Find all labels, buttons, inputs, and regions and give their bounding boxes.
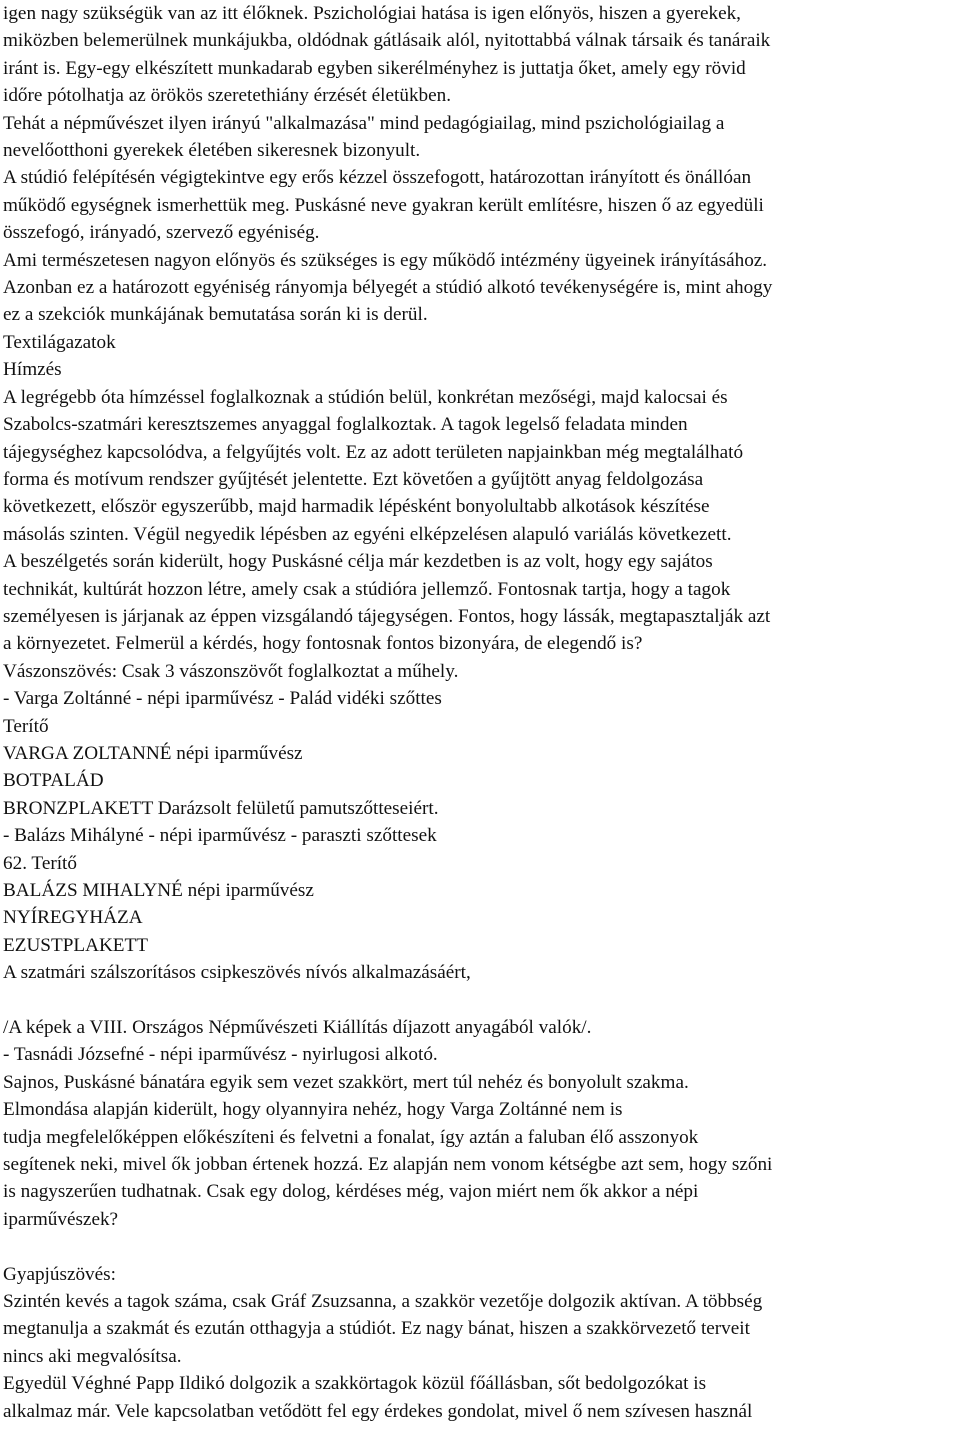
paragraph (3, 740, 959, 767)
text-line: a környezetet. Felmerül a kérdés, hogy fontosnak fontos bizonyára, de elegendő is? (3, 633, 643, 655)
text-line: EZUSTPLAKETT (3, 934, 148, 956)
text-line: működő egységnek ismerhettük meg. Puskásné neve gyakran került említésre, hiszen ő az egyedüli (3, 194, 764, 216)
text-line: segítenek neki, mivel ők jobban értenek hozzá. Ez alapján nem vonom kétségbe azt sem, hogy szőni (3, 1154, 773, 1176)
text-line: Szintén kevés a tagok száma, csak Gráf Zsuzsanna, a szakkör vezetője dolgozik aktívan. A többség (3, 1291, 763, 1313)
paragraph (3, 1069, 959, 1096)
paragraph (3, 795, 959, 822)
text-line: alkalmaz már. Vele kapcsolatban vetődött fel egy érdekes gondolat, mivel ő nem szívesen használ (3, 1400, 753, 1422)
text-line: BALÁZS MIHALYNÉ népi iparművész (3, 880, 314, 901)
paragraph (3, 822, 959, 849)
text-line: összefogó, irányadó, szervező egyéniség. (3, 222, 320, 244)
paragraph (3, 959, 959, 986)
paragraph (3, 384, 959, 548)
text-line: miközben belemerülnek munkájukba, oldódnak gátlásaik alól, nyitottabbá válnak társaik és tanáraik (3, 30, 771, 52)
text-line: Szabolcs-szatmári keresztszemes anyaggal foglalkoztak. A tagok legelső feladata minden (3, 414, 688, 436)
text-line: Gyapjúszövés: (3, 1263, 116, 1285)
paragraph (3, 767, 959, 794)
text-line: 62. Terítő (3, 852, 77, 874)
text-line: A szatmári szálszorításos csipkeszövés nívós alkalmazásáért, (3, 962, 471, 984)
paragraph (3, 904, 959, 931)
text-line: időre pótolhatja az örökös szeretethiány érzését életükben. (3, 85, 452, 107)
text-line: Terítő (3, 715, 49, 737)
text-line: technikát, kultúrát hozzon létre, amely csak a stúdióra jellemző. Fontosnak tartja, hogy a tagok (3, 578, 731, 600)
text-line: BOTPALÁD (3, 770, 104, 792)
text-line: BRONZPLAKETT Darázsolt felületű pamutszőtteseiért. (3, 797, 439, 819)
text-line: - Tasnádi Józsefné - népi iparművész - nyirlugosi alkotó. (3, 1044, 438, 1066)
document-page (3, 0, 959, 1425)
text-line: személyesen is járjanak az éppen vizsgálandó tájegységen. Fontos, hogy lássák, megtapasztalják azt (3, 605, 771, 627)
text-line: megtanulja a szakmát és ezután otthagyja a stúdiót. Ez nagy bánat, hiszen a szakkörvezető terveit (3, 1318, 750, 1340)
text-line: ez a szekciók munkájának bemutatása során ki is derül. (3, 304, 428, 326)
text-line: - Balázs Mihályné - népi iparművész - paraszti szőttesek (3, 825, 437, 847)
text-line: VARGA ZOLTANNÉ népi iparművész (3, 742, 303, 764)
text-line: Sajnos, Puskásné bánatára egyik sem vezet szakkört, mert túl nehéz és bonyolult szakma. (3, 1071, 689, 1093)
paragraph (3, 877, 959, 904)
paragraph (3, 932, 959, 959)
text-line: másolás szinten. Végül negyedik lépésben az egyéni elképzelésen alapuló variálás következett. (3, 523, 732, 545)
paragraph (3, 658, 959, 685)
paragraph (3, 850, 959, 877)
paragraph (3, 1261, 959, 1288)
text-line: A legrégebb óta hímzéssel foglalkoznak a stúdión belül, konkrétan mezőségi, majd kalocsai és (3, 386, 728, 408)
text-line: iparművészek? (3, 1208, 119, 1230)
text-line: Egyedül Véghné Papp Ildikó dolgozik a szakkörtagok közül főállásban, sőt bedolgozókat is (3, 1373, 707, 1395)
text-line: Textilágazatok (3, 331, 116, 353)
text-line: /A képek a VIII. Országos Népművészeti Kiállítás díjazott anyagából valók/. (3, 1017, 592, 1039)
text-line: tájegységhez kapcsolódva, a felgyűjtés volt. Ez az adott területen napjainkban még megtalálható (3, 441, 744, 463)
text-line: igen nagy szükségük van az itt élőknek. Pszichológiai hatása is igen előnyös, hiszen a gyerekek, (3, 3, 741, 24)
text-line: A beszélgetés során kiderült, hogy Puskásné célja már kezdetben is az volt, hogy egy sajátos (3, 551, 713, 573)
paragraph (3, 1096, 959, 1233)
text-line: forma és motívum rendszer gyűjtését jelentette. Ezt követően a gyűjtött anyag feldolgozása (3, 468, 704, 490)
text-line: nevelőotthoni gyerekek életében sikeresnek bizonyult. (3, 140, 421, 162)
paragraph (3, 110, 959, 165)
text-line: Azonban ez a határozott egyéniség rányomja bélyegét a stúdió alkotó tevékenységére is, mint ahogy (3, 277, 773, 299)
paragraph (3, 548, 959, 658)
text-line: nincs aki megvalósítsa. (3, 1345, 182, 1367)
text-line: Ami természetesen nagyon előnyös és szükséges is egy működő intézmény ügyeinek irányításához. (3, 249, 768, 271)
text-line: - Varga Zoltánné - népi iparművész - Palád vidéki szőttes (3, 688, 442, 710)
text-line: Elmondása alapján kiderült, hogy olyannyira nehéz, hogy Varga Zoltánné nem is (3, 1099, 623, 1121)
paragraph (3, 713, 959, 740)
text-line: következett, először egyszerűbb, majd harmadik lépésként bonyolultabb alkotások készítése (3, 496, 710, 518)
paragraph (3, 247, 959, 274)
text-line: Hímzés (3, 359, 62, 381)
paragraph (3, 0, 959, 110)
text-line: Vászonszövés: Csak 3 vászonszövőt foglalkoztat a műhely. (3, 660, 459, 682)
paragraph (3, 329, 959, 356)
text-line: Tehát a népművészet ilyen irányú "alkalmazása" mind pedagógiailag, mind pszichológiailag a (3, 112, 725, 134)
paragraph (3, 1288, 959, 1370)
text-line: NYÍREGYHÁZA (3, 907, 143, 929)
text-line: is nagyszerűen tudhatnak. Csak egy dolog, kérdéses még, vajon miért nem ők akkor a népi (3, 1181, 699, 1203)
paragraph (3, 1014, 959, 1041)
text-line: A stúdió felépítésén végigtekintve egy erős kézzel összefogott, határozottan irányított és önállóan (3, 167, 752, 189)
text-line: tudja megfelelőképpen előkészíteni és felvetni a fonalat, így aztán a faluban élő asszonyok (3, 1126, 699, 1148)
paragraph (3, 1370, 959, 1425)
text-line: iránt is. Egy-egy elkészített munkadarab egyben sikerélményhez is juttatja őket, amely egy rövid (3, 57, 746, 79)
paragraph (3, 356, 959, 383)
paragraph (3, 274, 959, 329)
paragraph (3, 164, 959, 246)
paragraph-spacer (3, 987, 959, 1014)
paragraph-spacer (3, 1233, 959, 1260)
paragraph (3, 685, 959, 712)
paragraph (3, 1041, 959, 1068)
